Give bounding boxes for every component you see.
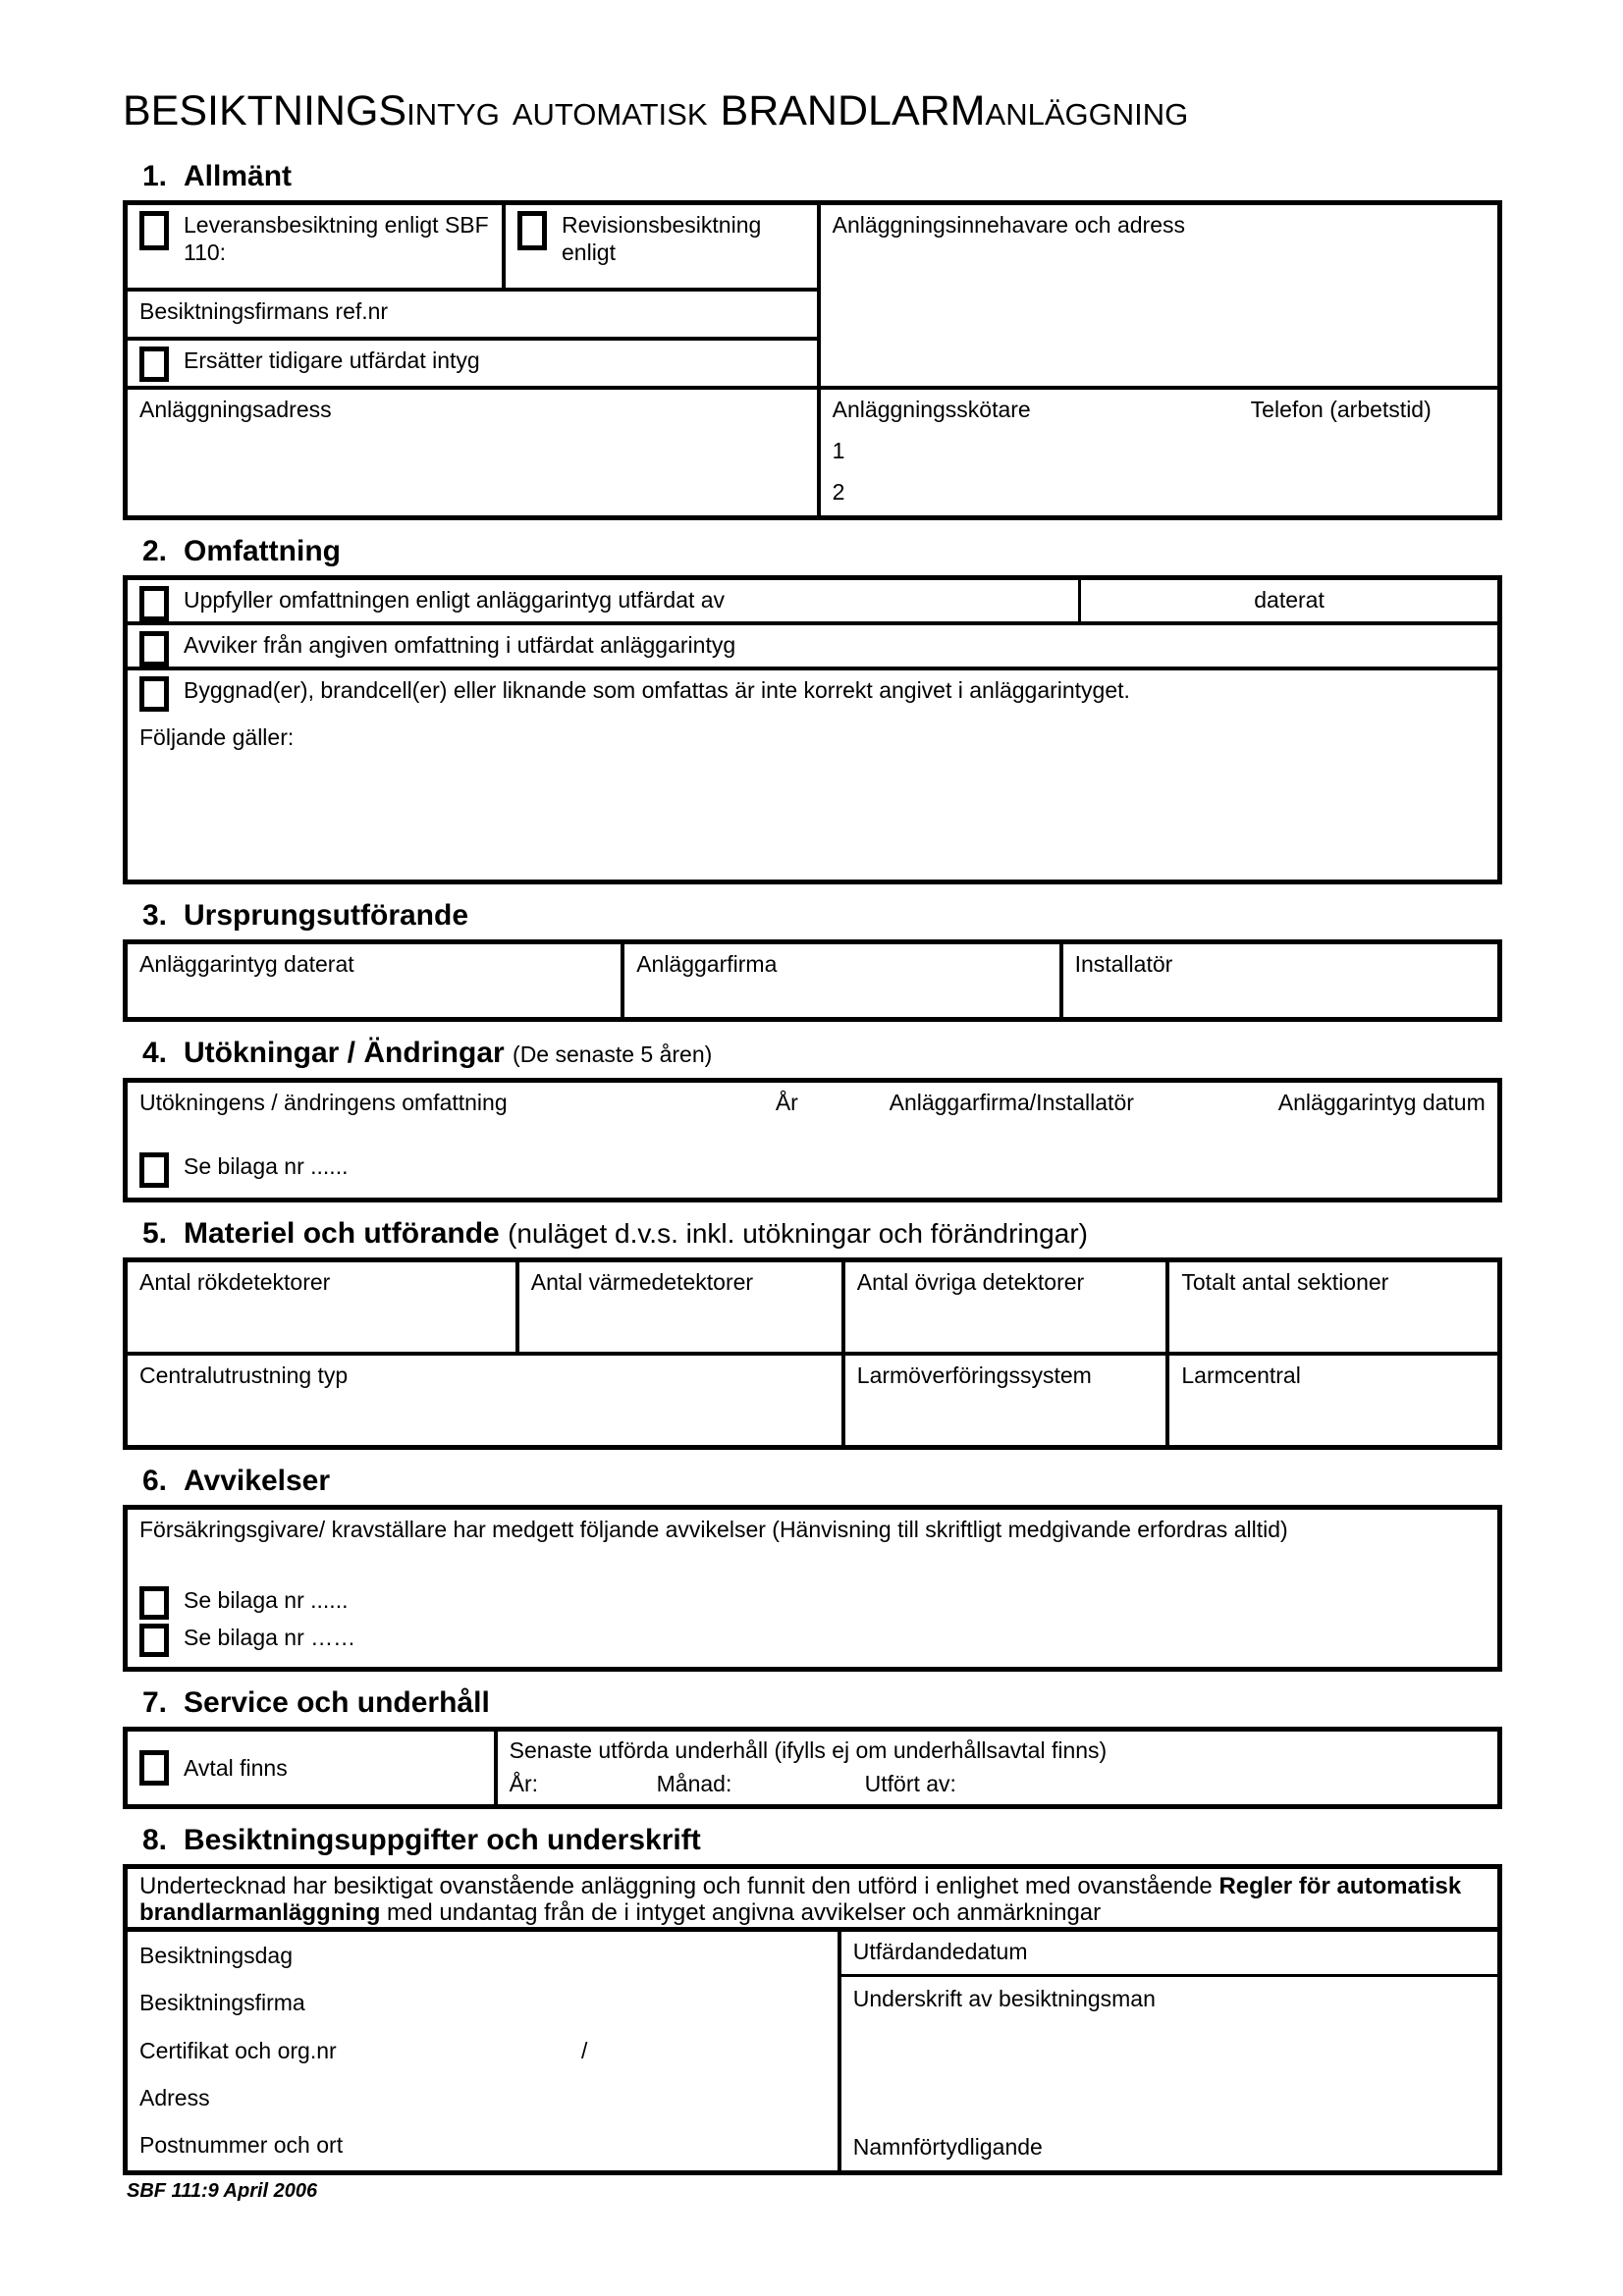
avviker-omfattning-checkbox[interactable] xyxy=(139,631,169,667)
title-part-intyg: INTYG xyxy=(406,97,500,132)
skotare-line-1: 1 xyxy=(832,438,845,463)
title-part-brandlarm: BRANDLARM xyxy=(720,87,986,134)
s6-se-bilaga-2-label: Se bilaga nr …… xyxy=(184,1625,356,1650)
leveransbesiktning-cell[interactable] xyxy=(128,205,502,288)
byggnad-brandcell-cell[interactable] xyxy=(128,670,1497,718)
avvikelser-text: Försäkringsgivare/ kravställare har medgett följande avvikelser (Hänvisning till skriftligt medgivande erfordras alltid) xyxy=(139,1517,1288,1542)
avviker-omfattning-label: Avviker från angiven omfattning i utfärdat anläggarintyg xyxy=(184,632,736,658)
ersatter-intyg-checkbox[interactable] xyxy=(139,347,169,382)
byggnad-brandcell-checkbox[interactable] xyxy=(139,676,169,712)
daterat-cell[interactable] xyxy=(1078,580,1497,621)
ersatter-intyg-cell[interactable] xyxy=(128,337,817,386)
form-page xyxy=(123,0,1502,2203)
underhall-manad-label: Månad: xyxy=(656,1771,732,1796)
anlaggarfirma-installator-label: Anläggarfirma/Installatör xyxy=(889,1090,1134,1115)
certifikat-slash: / xyxy=(581,2037,588,2063)
revisionsbesiktning-cell[interactable] xyxy=(502,205,817,288)
title-part-automatisk: AUTOMATISK xyxy=(512,97,708,132)
certifikat-orgnr-label: Certifikat och org.nr xyxy=(139,2037,337,2063)
installator-label: Installatör xyxy=(1074,951,1173,977)
section-7-heading: 7. Service och underhåll xyxy=(142,1686,490,1719)
s4-se-bilaga-checkbox[interactable] xyxy=(139,1152,169,1188)
adress-label: Adress xyxy=(139,2084,210,2110)
avtal-finns-label: Avtal finns xyxy=(184,1755,288,1781)
underskrift-cell[interactable] xyxy=(841,1977,1497,2170)
senaste-underhall-label: Senaste utförda underhåll (ifylls ej om underhållsavtal finns) xyxy=(509,1737,1108,1763)
section-1-table xyxy=(123,200,1502,520)
namnfortydligande-label: Namnförtydligande xyxy=(852,2134,1043,2160)
avviker-omfattning-cell[interactable] xyxy=(128,625,1497,667)
underskrift-label: Underskrift av besiktningsman xyxy=(852,1986,1156,2011)
antal-ovriga-detektorer-label: Antal övriga detektorer xyxy=(856,1269,1085,1295)
section-1-left-block xyxy=(128,205,817,386)
centralutrustning-typ-cell[interactable] xyxy=(128,1356,841,1445)
larmoverforingssystem-cell[interactable] xyxy=(841,1356,1166,1445)
regler-bold-text: Regler för automatisk brandlarmanläggning xyxy=(139,1873,1462,1926)
section-5-table xyxy=(123,1257,1502,1450)
besiktning-info-cell[interactable] xyxy=(128,1932,841,2170)
besiktningsfirmans-refnr-label: Besiktningsfirmans ref.nr xyxy=(139,298,389,324)
revisionsbesiktning-checkbox[interactable] xyxy=(517,211,547,250)
utokningar-area[interactable] xyxy=(128,1083,1497,1198)
ar-column-label: År xyxy=(775,1090,798,1115)
underhall-ar-label: År: xyxy=(509,1771,539,1796)
revisionsbesiktning-label: Revisionsbesiktning enligt xyxy=(562,212,762,265)
form-reference-footer: SBF 111:9 April 2006 xyxy=(127,2180,318,2202)
totalt-antal-sektioner-label: Totalt antal sektioner xyxy=(1181,1269,1389,1295)
section-5-heading-note: (nuläget d.v.s. inkl. utökningar och förändringar) xyxy=(508,1218,1088,1249)
antal-ovriga-detektorer-cell[interactable] xyxy=(841,1262,1166,1352)
anlaggningsinnehavare-cell[interactable] xyxy=(817,205,1497,386)
section-6-table xyxy=(123,1505,1502,1672)
totalt-antal-sektioner-cell[interactable] xyxy=(1165,1262,1497,1352)
section-7-table xyxy=(123,1727,1502,1809)
daterat-label: daterat xyxy=(1254,587,1325,613)
utfardandedatum-cell[interactable] xyxy=(841,1932,1497,1977)
anlaggningsadress-label: Anläggningsadress xyxy=(139,397,332,422)
uppfyller-omfattning-label: Uppfyller omfattningen enligt anläggarintyg utfärdat av xyxy=(184,587,726,613)
anlaggarintyg-datum-label: Anläggarintyg datum xyxy=(1277,1090,1486,1115)
s4-se-bilaga-label: Se bilaga nr ...... xyxy=(184,1153,349,1179)
section-8-heading: 8. Besiktningsuppgifter och underskrift xyxy=(142,1824,701,1856)
utokningens-omfattning-label: Utökningens / ändringens omfattning xyxy=(139,1090,508,1115)
larmoverforingssystem-label: Larmöverföringssystem xyxy=(856,1362,1092,1388)
foljande-galler-area[interactable] xyxy=(128,718,1497,757)
byggnad-brandcell-label: Byggnad(er), brandcell(er) eller liknande som omfattas är inte korrekt angivet i anläggarintyget. xyxy=(184,677,1130,703)
telefon-arbetstid-label: Telefon (arbetstid) xyxy=(1250,397,1432,422)
section-5-heading: 5. Materiel och utförande (nuläget d.v.s. inkl. utökningar och förändringar) xyxy=(142,1217,1088,1250)
title-part-besiktnings: BESIKTNINGS xyxy=(123,87,407,134)
centralutrustning-typ-label: Centralutrustning typ xyxy=(139,1362,349,1388)
leveransbesiktning-label: Leveransbesiktning enligt SBF 110: xyxy=(184,212,489,265)
s6-se-bilaga-1-checkbox[interactable] xyxy=(139,1586,169,1620)
besiktningsdag-label: Besiktningsdag xyxy=(139,1943,293,1968)
anlaggningsskotare-label: Anläggningsskötare xyxy=(832,397,1031,422)
anlaggningsskotare-cell[interactable] xyxy=(817,390,1497,515)
anlaggningsadress-cell[interactable] xyxy=(128,390,817,515)
section-8-table xyxy=(123,1864,1502,2175)
s6-se-bilaga-1-label: Se bilaga nr ...... xyxy=(184,1587,349,1613)
section-2-heading: 2. Omfattning xyxy=(142,535,341,567)
undertecknad-intro-text: Undertecknad har besiktigat ovanstående anläggning och funnit den utförd i enlighet med ovanstående Regler för automatisk brandlarmanläggning med undantag från de i intyget angivna avvikelser och anmärkningar xyxy=(128,1869,1497,1932)
underhall-utfort-av-label: Utfört av: xyxy=(864,1771,956,1796)
section-4-heading: 4. Utökningar / Ändringar (De senaste 5 åren) xyxy=(142,1037,713,1069)
section-2-table xyxy=(123,575,1502,884)
section-4-heading-note: (De senaste 5 åren) xyxy=(513,1041,713,1067)
ersatter-intyg-label: Ersätter tidigare utfärdat intyg xyxy=(184,347,480,373)
antal-rokdetektorer-cell[interactable] xyxy=(128,1262,515,1352)
senaste-underhall-cell[interactable] xyxy=(498,1732,1497,1804)
avtal-finns-checkbox[interactable] xyxy=(139,1750,169,1786)
antal-varmedetektorer-cell[interactable] xyxy=(515,1262,841,1352)
form-title xyxy=(123,86,1502,145)
antal-rokdetektorer-label: Antal rökdetektorer xyxy=(139,1269,331,1295)
postnummer-ort-label: Postnummer och ort xyxy=(139,2132,344,2158)
s6-se-bilaga-2-checkbox[interactable] xyxy=(139,1624,169,1657)
besiktningsfirma-label: Besiktningsfirma xyxy=(139,1990,305,2016)
installator-cell[interactable] xyxy=(1059,944,1497,1017)
utfardandedatum-label: Utfärdandedatum xyxy=(852,1939,1028,1964)
section-3-table xyxy=(123,939,1502,1022)
anlaggarintyg-daterat-cell[interactable] xyxy=(128,944,621,1017)
anlaggarfirma-label: Anläggarfirma xyxy=(636,951,778,977)
besiktningsfirmans-refnr-cell[interactable] xyxy=(128,288,817,337)
anlaggarintyg-daterat-label: Anläggarintyg daterat xyxy=(139,951,354,977)
section-4-table xyxy=(123,1078,1502,1202)
anlaggningsinnehavare-label: Anläggningsinnehavare och adress xyxy=(832,212,1185,238)
larmcentral-cell[interactable] xyxy=(1165,1356,1497,1445)
section-1-heading: 1. Allmänt xyxy=(142,160,293,192)
section-6-heading: 6. Avvikelser xyxy=(142,1465,331,1497)
foljande-galler-label: Följande gäller: xyxy=(139,724,295,750)
title-part-anlaggning: ANLÄGGNING xyxy=(985,97,1189,132)
larmcentral-label: Larmcentral xyxy=(1181,1362,1301,1388)
antal-varmedetektorer-label: Antal värmedetektorer xyxy=(530,1269,754,1295)
uppfyller-omfattning-cell[interactable] xyxy=(128,580,1078,621)
avvikelser-area[interactable] xyxy=(128,1510,1497,1667)
anlaggarfirma-cell[interactable] xyxy=(621,944,1058,1017)
section-3-heading: 3. Ursprungsutförande xyxy=(142,899,469,932)
skotare-line-2: 2 xyxy=(832,479,845,505)
uppfyller-omfattning-checkbox[interactable] xyxy=(139,586,169,621)
avtal-finns-cell[interactable] xyxy=(128,1732,498,1804)
leveransbesiktning-checkbox[interactable] xyxy=(139,211,169,250)
